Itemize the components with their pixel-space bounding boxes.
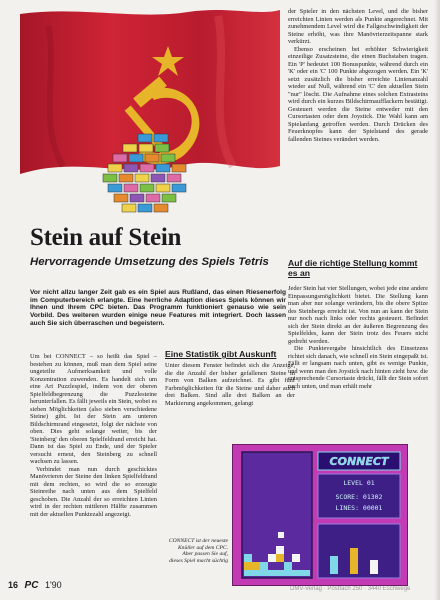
page-footer bbox=[8, 580, 66, 591]
magazine-brand: PC bbox=[24, 580, 39, 591]
issue-number: 1'90 bbox=[44, 580, 62, 590]
paragraph: Um bei CONNECT – so heißt das Spiel – bestehen zu können, muß man dem Spiel seine ungeteilte Aufmerksamkeit und volle Konzentration zuwenden. Es handelt sich um eine Art Puzzlespiel, indem von der oberen Spielfeldbegrenzung die Puzzlesteine herunterfallen. Es fällt jeweils ein Stein, wobei es sieben Möglichkeiten (also sieben verschiedene Steine) gibt. Ist der Stein am unteren Bildschirmrand eingesetzt, folgt der nächste von oben. Dies geht solange weiter, bis der 'Steinberg' den oberen Spielfeldrand erreicht hat. Dann ist das Spiel zu Ende, und der Spieler versucht erneut, den Steinberg zu schnell wachsen zu lassen. bbox=[30, 353, 157, 465]
statistics-bar bbox=[350, 548, 358, 574]
subheading-right: Auf die richtige Stellung kommt es an bbox=[288, 258, 418, 278]
game-title: CONNECT bbox=[329, 455, 389, 468]
article-title: Stein auf Stein bbox=[30, 224, 182, 251]
lines-readout: LINES: 00001 bbox=[335, 504, 383, 512]
score-readout: SCORE: 01302 bbox=[335, 493, 383, 501]
statistics-bar bbox=[370, 560, 378, 574]
soviet-flag-illustration bbox=[18, 6, 283, 221]
paragraph: Unter diesem Fenster befindet sich die Anzeige, die die Anzahl der bisher gefallenen Steine in Form von Balken aufzeichnet. Es gibt fünf Farbmöglichkeiten für die Steine und daher auch drei Balken. Sind alle drei Balken an der Markierung angekommen, gelangt bbox=[165, 362, 295, 407]
paragraph: Ebenso erscheinen bei erhöhter Schwierigkeit einzeilige Zusatzsteine, die einen Buchstaben tragen. Ein 'P' bedeutet 100 Bonuspunkte, während durch ein 'K' oder ein 'C' 100 Punkte abgezogen werden. Ein 'K' setzt zusätzlich die bisher erreichte Linienanzahl wieder auf Null, während ein 'C' den aktuellen Stein "nur" löscht. Die Aufnahme eines solchen Extrasteins wird durch ein kurzes Bildschirmaufflackern bestätigt. Gesteuert werden die Steine entweder mit den Cursortasten oder dem Joystick. Die Wahl kann am Spielanfang getroffen werden. Durch Drücken des Feuerknopfes kann der Spielstand des gerade fallenden Steines verändert werden. bbox=[288, 45, 428, 143]
paragraph: Verbindet man nun durch geschicktes Manövrieren der Steine den linken Spielfeldrand mit dem rechten, so wird die so erzeugte Steinreihe nach unten aus dem Spielfeld geschoben. Die Anzahl der so erreichten Linien wird in der rechten mittleren Hälfte zusammen mit der aktuellen Punktezahl angezeigt. bbox=[30, 465, 157, 518]
subheading-middle: Eine Statistik gibt Auskunft bbox=[165, 349, 277, 359]
image-caption: CONNECT ist der neueste Knüller auf dem CPC. Aber passen Sie auf, dieses Spiel macht süchtig bbox=[168, 538, 228, 564]
paragraph: Die Punktevergabe hinsichtlich des Einsetzens richtet sich danach, wie schnell ein Stein eingepaßt ist. Fällt er langsam nach unten, gibt es wenige Punkte, und wenn man den Joystick nach hinten zieht bzw. die entsprechende Cursortaste drückt, fällt der Stein sofort nach unten, und man erhält mehr bbox=[288, 345, 428, 390]
article-lead: Vor nicht allzu langer Zeit gab es ein Spiel aus Rußland, das einen Riesenerfolg im Computerbereich erlangte. Eine herrliche Adaption dieses Spiels können wir Ihnen und Ihrem CPC bieten. Das Programm funktioniert genauso wie sein Vorbild. Des weiteren wurden einige neue Features mit integriert. Doch lassen auch Sie sich überraschen und begeistern. bbox=[30, 289, 286, 327]
article-column-middle bbox=[165, 362, 295, 436]
article-column-right-top bbox=[288, 8, 428, 251]
paragraph: der Spieler in den nächsten Level, und die bisher erreichten Linien werden als Punkte angerechnet. Mit zunehmendem Level wird die Fallgeschwindigkeit der Steine erhöht, was ihre Manövrierzeitspanne stark verkürzt. bbox=[288, 8, 428, 45]
level-readout: LEVEL 01 bbox=[343, 479, 375, 487]
statistics-bar bbox=[330, 556, 338, 574]
article-subtitle: Hervorragende Umsetzung des Spiels Tetris bbox=[30, 256, 269, 268]
bleed-text: DMV-Verlag · Postfach 250 · 3440 Eschwege bbox=[290, 586, 411, 592]
game-screenshot bbox=[232, 444, 408, 586]
page-number: 16 bbox=[8, 580, 19, 590]
article-column-left bbox=[30, 353, 157, 573]
page-edge bbox=[434, 0, 440, 600]
paragraph: Jeder Stein hat vier Stellungen, wobei jede eine andere Einpassungsmöglichkeit bietet. Die Stellung kann man aber nur solange verändern, bis die obere Spitze des Steinbergs erreicht ist. Von nun an kann der Stein nur noch nach links oder rechts gesteuert. Befindet sich der Stein direkt an der äußeren Begrenzung des Spielfeldes, kann der Stein trotz des Feuers nicht gedreht werden. bbox=[288, 285, 428, 345]
